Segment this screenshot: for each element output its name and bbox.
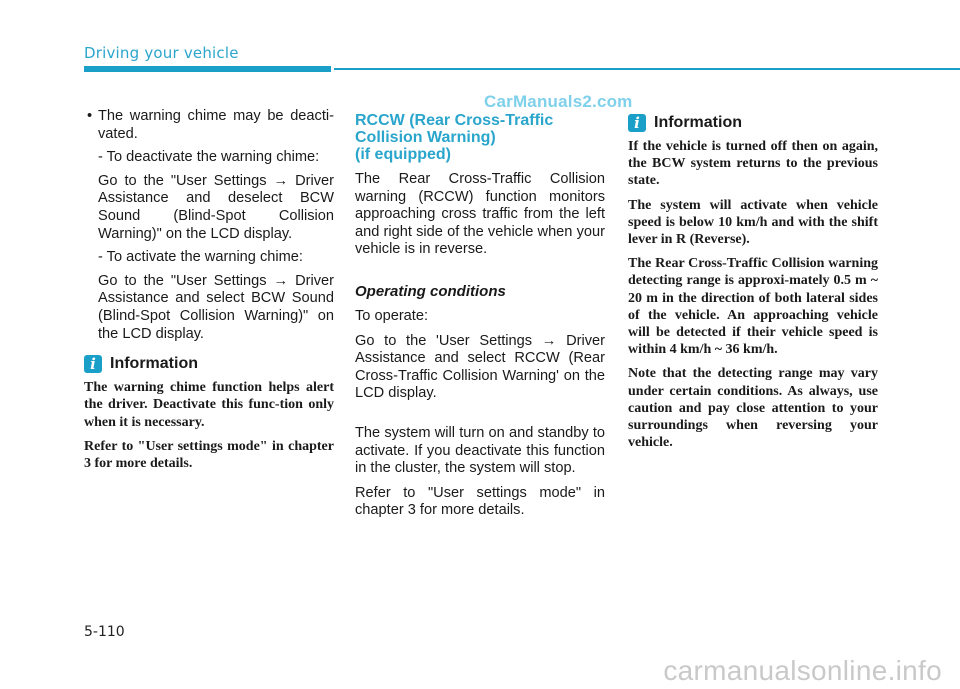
- section-title-line-3: (if equipped): [355, 146, 451, 163]
- activate-title: - To activate the warning chime:: [98, 249, 303, 266]
- operate-label: To operate:: [355, 307, 429, 324]
- information-reference: Refer to "User settings mode" in chapter 3 for more details.: [84, 438, 334, 471]
- information-heading: [84, 355, 334, 373]
- section-title: [355, 112, 605, 163]
- subsection-title: Operating conditions: [355, 282, 506, 300]
- deactivate-text: Go to the "User Settings → Driver Assistance and deselect BCW Sound (Blind-Spot Collision Warning)" on the LCD display.: [98, 172, 334, 242]
- information-text: The warning chime function helps alert the driver. Deactivate this func-tion only when it is necessary.: [84, 380, 334, 430]
- section-title-line-2: Collision Warning): [355, 129, 496, 146]
- information-icon: i: [628, 114, 646, 132]
- activate-text: Go to the "User Settings → Driver Assistance and select BCW Sound (Blind-Spot Collision Warning)" on the LCD display.: [98, 272, 334, 342]
- bullet-item: • The warning chime may be deacti-vated.: [84, 108, 334, 143]
- operate-text: Go to the 'User Settings → Driver Assistance and select RCCW (Rear Cross-Traffic Collision Warning' on the LCD display.: [355, 332, 605, 402]
- information-icon: i: [84, 355, 102, 373]
- information-title: Information: [654, 114, 742, 131]
- intro-text: The Rear Cross-Traffic Collision warning (RCCW) function monitors approaching cross traffic from the left and right side of the vehicle when your vehicle is in reverse.: [355, 171, 605, 258]
- information-paragraph: Note that the detecting range may vary under certain conditions. As always, use caution and pay close attention to your surroundings when reversing your vehicle.: [628, 366, 878, 451]
- deactivate-title: - To deactivate the warning chime:: [98, 149, 320, 166]
- information-paragraph: The system will activate when vehicle speed is below 10 km/h and with the shift lever in R (Reverse).: [628, 197, 878, 248]
- watermark: CarManuals2.com: [484, 92, 633, 111]
- column-2: [355, 108, 605, 527]
- header-rule-thick: [84, 66, 331, 72]
- information-title: Information: [110, 355, 198, 373]
- information-paragraph: If the vehicle is turned off then on again, the BCW system returns to the previous state.: [628, 139, 878, 189]
- section-title-line-1: RCCW (Rear Cross-Traffic: [355, 112, 554, 129]
- footer-site-watermark: carmanualsonline.info: [663, 655, 942, 686]
- refer-text: Refer to "User settings mode" in chapter 3 for more details.: [355, 484, 605, 519]
- header-rule-thin: [334, 68, 960, 70]
- column-1: [84, 108, 334, 479]
- column-3: [628, 108, 878, 458]
- section-header-title: Driving your vehicle: [84, 44, 239, 62]
- page-number: 5-110: [84, 624, 125, 640]
- information-paragraph: The Rear Cross-Traffic Collision warning detecting range is approxi-mately 0.5 m ~ 20 m in the direction of both lateral sides of the vehicle. An approaching vehicle will be detected if their vehicle speed is within 4 km/h ~ 36 km/h.: [628, 256, 878, 358]
- information-heading: [628, 114, 878, 132]
- standby-text: The system will turn on and standby to activate. If you deactivate this function in the cluster, the system will stop.: [355, 424, 605, 477]
